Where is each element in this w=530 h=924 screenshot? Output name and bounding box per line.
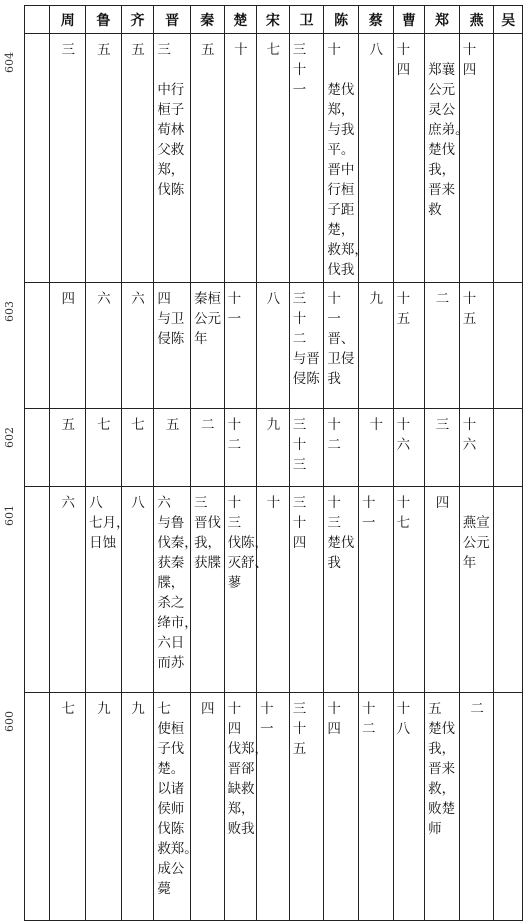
year-label: 600 xyxy=(3,711,16,732)
table-cell xyxy=(86,693,122,921)
table-cell xyxy=(154,283,191,409)
table-cell xyxy=(190,283,224,409)
table-cell xyxy=(494,34,523,283)
cell-text: 十 五 xyxy=(396,291,411,327)
cell-text xyxy=(494,487,522,495)
table-cell xyxy=(324,283,359,409)
table-cell xyxy=(190,409,224,487)
table-cell xyxy=(86,409,122,487)
table-cell xyxy=(425,409,460,487)
year-label: 601 xyxy=(3,505,16,526)
cell-text: 七 xyxy=(266,42,281,58)
state-header: 齐 xyxy=(121,6,154,34)
cell-text: 三 中行 桓子 荀林 父救 郑， 伐陈 xyxy=(157,42,185,198)
cell-text xyxy=(494,693,522,701)
table-cell xyxy=(393,409,425,487)
cell-text xyxy=(494,409,522,417)
table-cell xyxy=(494,409,523,487)
table-cell xyxy=(257,409,290,487)
table-cell xyxy=(121,693,154,921)
cell-text: 十 一 xyxy=(260,701,274,737)
cell-text xyxy=(494,34,522,42)
table-row xyxy=(25,409,523,487)
cell-text: 十 楚伐 郑， 与我 平。 晋中 行桓 子距 楚， 救郑， 伐我 xyxy=(327,42,368,278)
table-cell xyxy=(324,409,359,487)
table-cell xyxy=(86,487,130,693)
cell-text: 九 xyxy=(266,417,281,433)
state-header: 陈 xyxy=(324,6,359,34)
table-cell xyxy=(50,693,86,921)
table-cell xyxy=(459,283,494,409)
cell-text: 十 三 伐陈， 灭舒、 蓼 xyxy=(227,495,269,591)
table-cell xyxy=(459,34,494,283)
cell-text: 四 xyxy=(61,291,76,307)
cell-text: 二 xyxy=(201,417,215,433)
cell-text: 十 二 xyxy=(227,417,242,453)
year-cell xyxy=(3,693,50,921)
table-cell xyxy=(257,34,290,283)
table-cell xyxy=(425,34,469,283)
cell-text: 五 xyxy=(131,42,145,58)
year-label: 603 xyxy=(3,301,16,322)
cell-text: 三 十 二 与晋 侵陈 xyxy=(292,291,320,387)
cell-text: 十 四 xyxy=(462,42,477,78)
cell-text: 四 xyxy=(435,495,450,511)
cell-text: 十 xyxy=(369,417,384,433)
cell-text: 五 xyxy=(201,42,215,58)
table-cell xyxy=(154,693,198,921)
cell-text: 七 xyxy=(61,701,76,717)
cell-text: 三 xyxy=(435,417,450,433)
table-cell xyxy=(50,34,86,283)
state-header: 秦 xyxy=(190,6,224,34)
cell-text: 二 xyxy=(435,291,450,307)
cell-text: 六 与鲁 伐秦， 获秦 牒， 杀之 绛市， 六日 而苏 xyxy=(157,495,198,671)
table-cell xyxy=(154,487,198,693)
table-cell xyxy=(358,487,393,693)
table-cell xyxy=(425,693,460,921)
cell-text: 秦桓 公元 年 xyxy=(193,291,221,347)
cell-text: 十 xyxy=(234,42,248,58)
cell-text: 七 xyxy=(131,417,145,433)
cell-text: 八 xyxy=(131,495,145,511)
cell-text: 九 xyxy=(369,291,384,307)
cell-text: 十 二 xyxy=(327,417,341,453)
table-cell xyxy=(324,34,368,283)
cell-text: 十 四 伐郑， 晋郤 缺救 郑， 败我 xyxy=(227,701,269,837)
table-row xyxy=(25,693,523,921)
state-header: 楚 xyxy=(224,6,257,34)
cell-text: 二 xyxy=(470,701,484,717)
table-cell xyxy=(50,283,86,409)
table-cell xyxy=(190,34,224,283)
table-cell xyxy=(224,487,269,693)
state-header: 燕 xyxy=(459,6,494,34)
table-cell xyxy=(257,693,290,921)
table-cell xyxy=(121,409,154,487)
table-cell xyxy=(86,283,122,409)
table-cell xyxy=(224,34,257,283)
cell-text: 六 xyxy=(131,291,145,307)
table-cell xyxy=(494,487,523,693)
table-row xyxy=(25,487,523,693)
cell-text xyxy=(494,283,522,291)
cell-text: 十 四 xyxy=(327,701,341,737)
table-cell xyxy=(289,487,324,693)
table-cell xyxy=(121,34,154,283)
cell-text: 五 xyxy=(165,417,180,433)
table-cell xyxy=(154,409,191,487)
cell-text: 十 xyxy=(266,495,281,511)
state-header: 晋 xyxy=(154,6,191,34)
table-cell xyxy=(358,283,393,409)
table-cell xyxy=(257,283,290,409)
table-cell xyxy=(393,693,425,921)
cell-text: 九 xyxy=(97,701,111,717)
cell-text: 四 xyxy=(201,701,215,717)
cell-text: 十 一 xyxy=(227,291,242,327)
table-cell xyxy=(494,283,523,409)
cell-text: 三 十 四 xyxy=(292,495,307,551)
year-label: 602 xyxy=(3,427,16,448)
cell-text: 三 十 五 xyxy=(292,701,307,757)
year-header xyxy=(25,6,50,34)
cell-text: 八 xyxy=(266,291,281,307)
table-cell xyxy=(224,283,257,409)
table-cell xyxy=(358,693,393,921)
state-header: 郑 xyxy=(425,6,460,34)
cell-text: 三 十 三 xyxy=(292,417,307,473)
cell-text: 五 楚伐 我， 晋来 救， 败楚 师 xyxy=(428,701,456,837)
state-header: 鲁 xyxy=(86,6,122,34)
cell-text: 六 xyxy=(61,495,76,511)
cell-text: 十 四 xyxy=(396,42,411,78)
state-header: 宋 xyxy=(257,6,290,34)
table-cell xyxy=(257,487,290,693)
state-header: 吴 xyxy=(494,6,523,34)
cell-text: 十 一 xyxy=(361,495,376,531)
table-cell xyxy=(494,693,523,921)
cell-text: 十 二 xyxy=(361,701,376,737)
table-cell xyxy=(289,34,324,283)
state-header: 曹 xyxy=(393,6,425,34)
table-cell xyxy=(289,693,324,921)
table-cell xyxy=(50,409,86,487)
table-cell xyxy=(425,283,460,409)
cell-text: 三 十 一 xyxy=(292,42,307,98)
table-cell xyxy=(224,409,257,487)
table-cell xyxy=(324,487,359,693)
cell-text: 七 xyxy=(97,417,111,433)
table-cell xyxy=(459,409,494,487)
table-cell xyxy=(289,409,324,487)
table-cell xyxy=(459,487,494,693)
year-cell xyxy=(3,283,50,409)
state-header: 周 xyxy=(50,6,86,34)
table-cell xyxy=(190,487,224,693)
table-cell xyxy=(154,34,191,283)
state-header: 蔡 xyxy=(358,6,393,34)
table-cell xyxy=(393,283,425,409)
state-header: 卫 xyxy=(289,6,324,34)
table-cell xyxy=(358,409,393,487)
table-cell xyxy=(86,34,122,283)
table-cell xyxy=(425,487,460,693)
cell-text: 九 xyxy=(131,701,145,717)
year-cell xyxy=(3,34,50,283)
cell-text: 郑襄 公元 灵公 庶弟。 楚伐 我， 晋来 救 xyxy=(428,62,469,218)
cell-text: 八 七月， 日蚀 xyxy=(89,495,130,551)
cell-text: 十 七 xyxy=(396,495,411,531)
table-row xyxy=(25,283,523,409)
table-cell xyxy=(324,693,359,921)
table-row xyxy=(25,34,523,283)
table-cell xyxy=(50,487,86,693)
cell-text: 十 五 xyxy=(462,291,477,327)
cell-text: 七 使桓 子伐 楚。 以诸 侯师 伐陈 救郑。 成公 薨 xyxy=(157,701,198,897)
cell-text: 八 xyxy=(369,42,384,58)
cell-text: 燕宣 公元 年 xyxy=(462,515,490,571)
cell-text: 六 xyxy=(97,291,111,307)
year-label: 604 xyxy=(3,52,16,73)
header-row xyxy=(25,6,523,34)
table-cell xyxy=(121,283,154,409)
cell-text: 三 晋伐 我， 获牒 xyxy=(193,495,221,571)
cell-text: 十 六 xyxy=(462,417,477,453)
cell-text: 五 xyxy=(61,417,76,433)
table-cell xyxy=(393,34,425,283)
year-cell xyxy=(3,487,50,693)
chronology-table xyxy=(3,5,523,921)
cell-text: 十 六 xyxy=(396,417,411,453)
cell-text: 十 三 楚伐 我 xyxy=(327,495,355,571)
table-cell xyxy=(393,487,425,693)
cell-text: 四 与卫 侵陈 xyxy=(157,291,185,347)
table-cell xyxy=(190,693,224,921)
table-cell xyxy=(289,283,324,409)
cell-text: 三 xyxy=(61,42,76,58)
year-cell xyxy=(3,409,50,487)
cell-text: 十 八 xyxy=(396,701,411,737)
table-cell xyxy=(459,693,494,921)
cell-text: 五 xyxy=(97,42,111,58)
cell-text: 十 一 晋、 卫侵 我 xyxy=(327,291,355,387)
